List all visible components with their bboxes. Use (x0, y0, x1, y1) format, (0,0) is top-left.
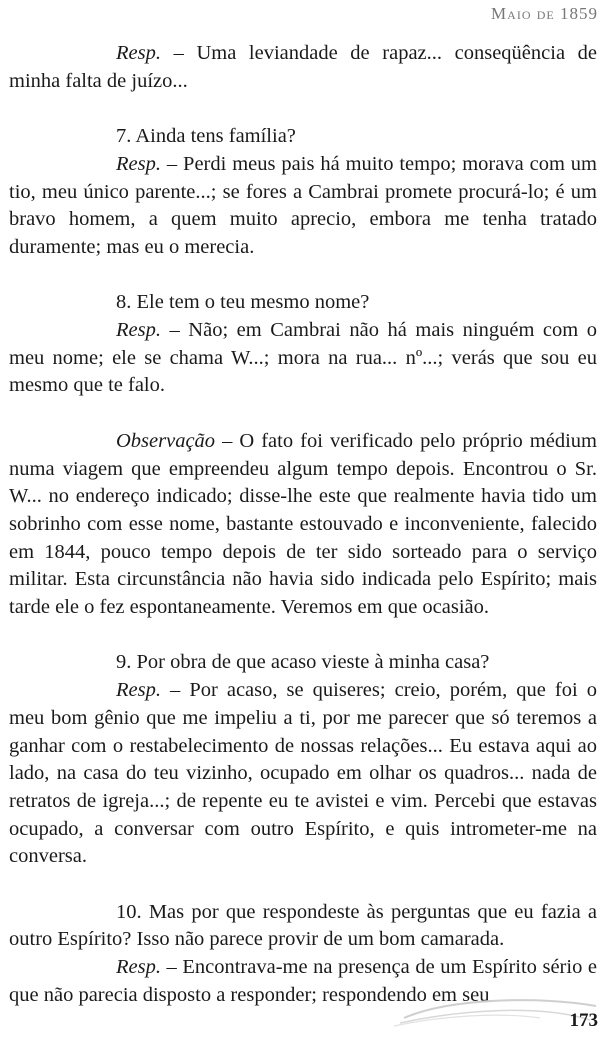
paragraph-text: 9. Por obra de que acaso vieste à minha casa? (116, 651, 490, 674)
paragraph-text: – Encontrava-me na presença de um Espírito sério e que não parecia disposto a responder; respondendo em seu (9, 956, 597, 1006)
paragraph-text: – Não; em Cambrai não há mais ninguém com o meu nome; ele se chama W...; mora na rua... nº...; verás que sou eu mesmo que te falo. (9, 319, 597, 397)
paragraph-resp-1 (9, 40, 597, 95)
running-header: Maio de 1859 (491, 4, 598, 23)
paragraph-label: Resp. (116, 679, 161, 702)
paragraph-resp-7 (9, 151, 597, 262)
paragraph-text: 7. Ainda tens família? (116, 125, 296, 148)
body-text (9, 40, 597, 1010)
paragraph-resp-8 (9, 317, 597, 400)
paragraph-text: – Uma leviandade de rapaz... conseqüência de minha falta de juízo... (9, 42, 597, 92)
paragraph-label: Resp. (116, 152, 161, 175)
question-8 (9, 289, 597, 317)
paragraph-label: Resp. (116, 42, 161, 64)
question-7 (9, 123, 597, 151)
paragraph-text: – Por acaso, se quiseres; creio, porém, que foi o meu bom gênio que me impeliu a ti, por me parecer que só teremos a ganhar com o restabelecimento de nossas relações... Eu estava aqui ao lado, na casa do teu vizinho, ocupado em olhar os quadros... nada de retratos de igreja...; de repente eu te avistei e vim. Percebi que estavas ocupado, a conversar com outro Espírito, e quis intrometer-me na conversa. (9, 679, 597, 868)
question-9 (9, 649, 597, 677)
page-number: 173 (569, 1010, 598, 1031)
question-10 (9, 899, 597, 954)
paragraph-label: Observação (116, 429, 216, 452)
paragraph-text: – Perdi meus pais há muito tempo; morava com um tio, meu único parente...; se fores a Cambrai promete procurá-lo; é um bravo homem, a quem muito aprecio, embora me tenha tratado duramente; mas eu o merecia. (9, 152, 597, 258)
paragraph-label: Resp. (116, 319, 161, 341)
paragraph-label: Resp. (116, 956, 161, 979)
paragraph-resp-9 (9, 677, 597, 871)
paragraph-text: – O fato foi verificado pelo próprio médium numa viagem que empreendeu algum tempo depois. Encontrou o Sr. W... no endereço indicado; disse-lhe este que realmente havia tido um sobrinho com esse nome, bastante estouvado e inconveniente, falecido em 1844, pouco tempo depois de ter sido sorteado para o serviço militar. Esta circunstância não havia sido indicada pelo Espírito; mais tarde ele o fez espontaneamente. Veremos em que ocasião. (9, 429, 597, 619)
paragraph-observation (9, 428, 597, 622)
paragraph-text: 10. Mas por que respondeste às perguntas que eu fazia a outro Espírito? Isso não parece provir de um bom camarada. (9, 900, 597, 951)
paragraph-text: 8. Ele tem o teu mesmo nome? (116, 291, 370, 314)
